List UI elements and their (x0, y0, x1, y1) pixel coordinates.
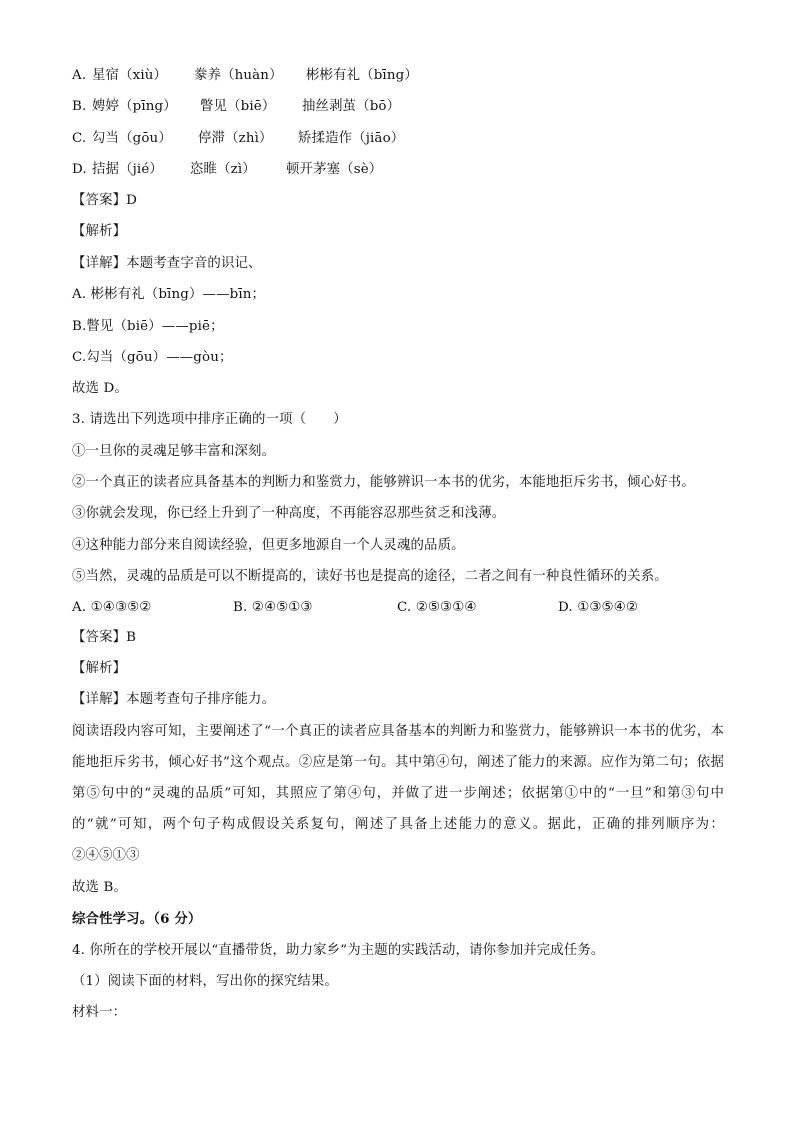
q3-choice-b: B. ②④⑤①③ (233, 600, 313, 615)
q3-sentence-2: ②一个真正的读者应具备基本的判断力和鉴赏力，能够辨识一本书的优劣，本能地拒斥劣书，倾心好书。 (72, 475, 695, 490)
q3-choice-c: C. ②⑤③①④ (397, 600, 477, 615)
q4-question: 4. 你所在的学校开展以“直播带货，助力家乡”为主题的实践活动，请你参加并完成任务。 (72, 943, 605, 958)
q2-explanation-line-b: B.瞥见（biē）——piē； (72, 319, 224, 334)
q3-explanation: 阅读语段内容可知，主要阐述了“一个真正的读者应具备基本的判断力和鉴赏力，能够辨识一本书的优劣，本能地拒斥劣书，倾心好书”这个观点。②应是第一句。其中第④句，阐述了能力的来源。应作为第二句；依据第⑤句中的“灵魂的品质”可知，其照应了第④句，并做了进一步阐述；依据第①中的“一旦”和第③句中的“就”可知，两个句子构成假设关系复句，阐述了具备上述能力的意义。据此，正确的排列顺序为：②④⑤①③ (72, 724, 724, 863)
q2-detail: 【详解】本题考查字音的识记、 (72, 256, 262, 271)
q2-answer: 【答案】D (72, 193, 138, 208)
material-one-label: 材料一： (72, 1005, 127, 1020)
q2-explanation-line-c: C.勾当（gōu）——gòu； (72, 350, 233, 365)
q2-conclusion: 故选 D。 (72, 381, 128, 396)
q3-choice-d: D. ①③⑤④② (558, 600, 638, 615)
q3-answer: 【答案】B (72, 630, 137, 645)
q3-analysis-heading: 【解析】 (72, 661, 127, 676)
q4-subquestion-1: （1）阅读下面的材料，写出你的探究结果。 (72, 974, 338, 989)
q3-sentence-5: ⑤当然，灵魂的品质是可以不断提高的，读好书也是提高的途径，二者之间有一种良性循环的关系。 (72, 569, 668, 584)
q3-sentence-3: ③你就会发现，你已经上升到了一种高度，不再能容忍那些贫乏和浅薄。 (72, 506, 506, 521)
section-title: 综合性学习。（6 分） (72, 911, 202, 927)
q3-conclusion: 故选 B。 (72, 880, 128, 895)
q3-sentence-4: ④这种能力部分来自阅读经验，但更多地源自一个人灵魂的品质。 (72, 538, 465, 553)
q3-sentence-1: ①一旦你的灵魂足够丰富和深刻。 (72, 444, 276, 459)
document-page: A. 星宿（xiù） 豢养（huàn） 彬彬有礼（bīng） B. 娉婷（pīng） 瞥见（biē） 抽丝剥茧（bō） C. 勾当（gōu） 停滞（zhì） 矫揉造作（jiāo） D. 拮据（jié） 恣睢（zì） 顿开茅塞（sè） 【答案】D 【解析】 【详解】本题考查字音的识记、 A. 彬彬有礼（bīng）——bīn； B.瞥见（biē）——piē； C.勾当（gōu）——gòu； 故选 D。 3. 请选出下列选项中排序正确的一项（ ） ①一旦你的灵魂足够丰富和深刻。 ②一个真正的读者应具备基本的判断力和鉴赏力，能够辨识一本书的优劣，本能地拒斥劣书，倾心好书。 ③你就会发现，你已经上升到了一种高度，不再能容忍那些贫乏和浅薄。 ④这种能力部分来自阅读经验，但更多地源自一个人灵魂的品质。 ⑤当然，灵魂的品质是可以不断提高的，读好书也是提高的途径，二者之间有一种良性循环的关系。 A. ①④③⑤② B. ②④⑤①③ C. ②⑤③①④ D. ①③⑤④② 【答案】B 【解析】 【详解】本题考查句子排序能力。 阅读语段内容可知，主要阐述了“一个真正的读者应具备基本的判断力和鉴赏力，能够辨识一本书的优劣，本能地拒斥劣书，倾心好书”这个观点。②应是第一句。其中第④句，阐述了能力的来源。应作为第二句；依据第⑤句中的“灵魂的品质”可知，其照应了第④句，并做了进一步阐述；依据第①中的“一旦”和第③句中的“就”可知，两个句子构成假设关系复句，阐述了具备上述能力的意义。据此，正确的排列顺序为：②④⑤①③ 故选 B。 综合性学习。（6 分） 4. 你所在的学校开展以“直播带货，助力家乡”为主题的实践活动，请你参加并完成任务。 （1）阅读下面的材料，写出你的探究结果。 材料一： (0, 0, 794, 1123)
q3-question: 3. 请选出下列选项中排序正确的一项（ ） (72, 412, 347, 427)
q2-explanation-line-a: A. 彬彬有礼（bīng）——bīn； (72, 287, 266, 302)
q3-detail: 【详解】本题考查句子排序能力。 (72, 692, 276, 707)
q2-analysis-heading: 【解析】 (72, 224, 127, 239)
q3-choice-a: A. ①④③⑤② (72, 600, 152, 615)
